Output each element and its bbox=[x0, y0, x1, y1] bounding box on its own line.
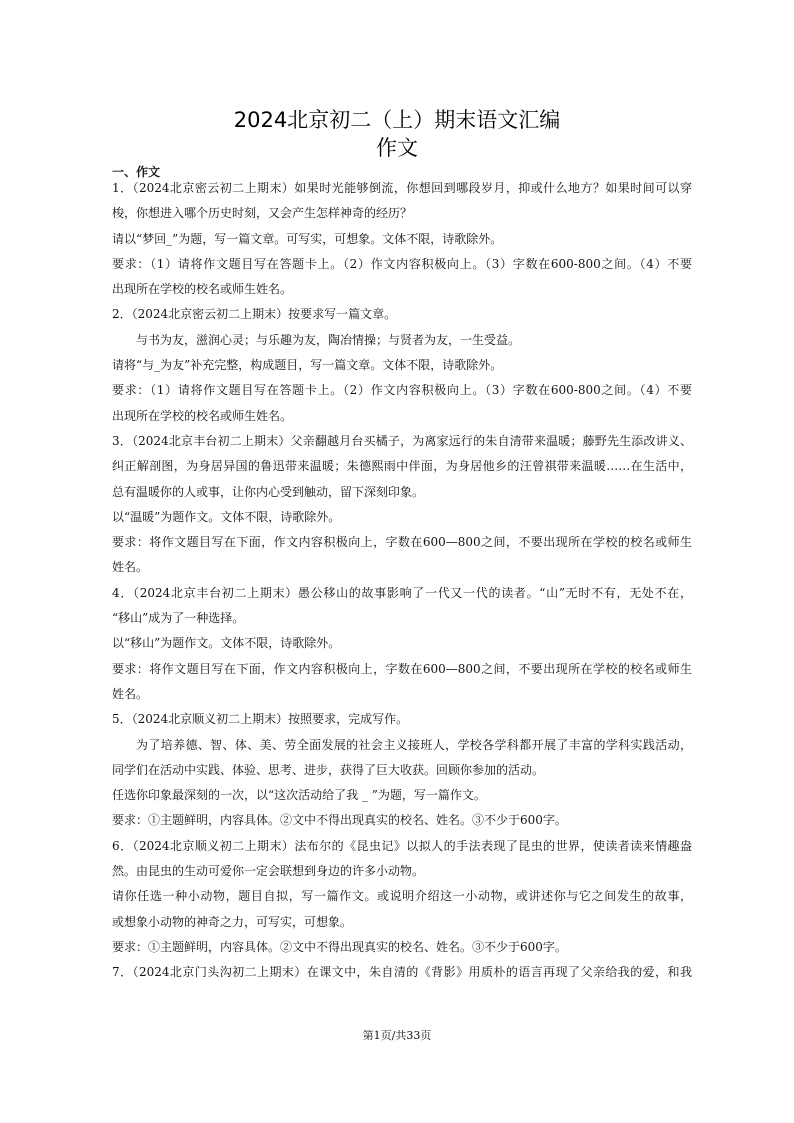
text-line: 2．（2024北京密云初二上期末）按要求写一篇文章。 bbox=[112, 307, 397, 322]
text-line: 请将“与_为友”补充完整，构成题目，写一篇文章。文体不限，诗歌除外。 bbox=[112, 358, 503, 373]
text-line: 出现所在学校的校名或师生姓名。 bbox=[112, 282, 293, 297]
text-line: 要求：（1）请将作文题目写在答题卡上。（2）作文内容积极向上。（3）字数在600-800之间。（4）不要 bbox=[112, 383, 692, 398]
text-line: 姓名。 bbox=[112, 560, 149, 575]
text-line: 同学们在活动中实践、体验、思考、进步，获得了巨大收获。回顾你参加的活动。 bbox=[112, 762, 545, 777]
text-line: 6．（2024北京顺义初二上期末）法布尔的《昆虫记》以拟人的手法表现了昆虫的世界，使读者读来情趣盎 bbox=[112, 838, 692, 853]
text-line: 姓名。 bbox=[112, 686, 149, 701]
document-title: 2024北京初二（上）期末语文汇编 bbox=[233, 108, 561, 132]
text-line: 纠正解剖图，为身居异国的鲁迅带来温暖；朱德熙雨中伴面，为身居他乡的汪曾祺带来温暖……在生活中， bbox=[112, 459, 692, 474]
text-line: 要求：（1）请将作文题目写在答题卡上。（2）作文内容积极向上。（3）字数在600-800之间。（4）不要 bbox=[112, 256, 692, 271]
page-footer: 第1页/共33页 bbox=[362, 1029, 432, 1042]
text-line: 请以“梦回_”为题，写一篇文章。可写实，可想象。文体不限，诗歌除外。 bbox=[112, 231, 503, 246]
text-line: 3．（2024北京丰台初二上期末）父亲翻越月台买橘子，为离家远行的朱自清带来温暖；藤野先生添改讲义、 bbox=[112, 433, 692, 448]
text-line: 4．（2024北京丰台初二上期末）愚公移山的故事影响了一代又一代的读者。“山”无时不有，无处不在， bbox=[112, 585, 692, 600]
section-heading: 一、作文 bbox=[112, 165, 161, 179]
text-line: 要求：将作文题目写在下面，作文内容积极向上，字数在600—800之间，不要出现所在学校的校名或师生 bbox=[112, 661, 692, 676]
text-line: 与书为友，滋润心灵；与乐趣为友，陶冶情操；与贤者为友，一生受益。 bbox=[136, 332, 521, 347]
text-line: 请你任选一种小动物，题目自拟，写一篇作文。或说明介绍这一小动物，或讲述你与它之间发生的故事， bbox=[112, 889, 692, 904]
text-line: 总有温暖你的人或事，让你内心受到触动，留下深刻印象。 bbox=[112, 484, 425, 499]
text-line: 1．（2024北京密云初二上期末）如果时光能够倒流，你想回到哪段岁月，抑或什么地方？如果时间可以穿 bbox=[112, 181, 692, 195]
text-line: 然。由昆虫的生动可爱你一定会联想到身边的许多小动物。 bbox=[112, 864, 425, 879]
text-line: “移山”成为了一种选择。 bbox=[112, 611, 245, 626]
text-line: 要求：①主题鲜明，内容具体。②文中不得出现真实的校名、姓名。③不少于600字。 bbox=[112, 813, 567, 828]
text-line: 5．（2024北京顺义初二上期末）按照要求，完成写作。 bbox=[112, 712, 409, 727]
text-line: 为了培养德、智、体、美、劳全面发展的社会主义接班人，学校各学科都开展了丰富的学科实践活动， bbox=[136, 737, 692, 752]
text-line: 7．（2024北京门头沟初二上期末）在课文中，朱自清的《背影》用质朴的语言再现了父亲给我的爱，和我 bbox=[112, 965, 692, 980]
text-line: 以“移山”为题作文。文体不限，诗歌除外。 bbox=[112, 636, 341, 651]
text-line: 要求：①主题鲜明，内容具体。②文中不得出现真实的校名、姓名。③不少于600字。 bbox=[112, 939, 567, 954]
text-line: 出现所在学校的校名或师生姓名。 bbox=[112, 408, 293, 423]
text-line: 梭，你想进入哪个历史时刻，又会产生怎样神奇的经历？ bbox=[112, 206, 413, 221]
document-body bbox=[112, 176, 692, 986]
text-line: 或想象小动物的神奇之力，可写实，可想象。 bbox=[112, 914, 353, 929]
text-line: 任选你印象最深刻的一次，以“这次活动给了我 _ ”为题，写一篇作文。 bbox=[112, 788, 486, 803]
text-line: 以“温暖”为题作文。文体不限，诗歌除外。 bbox=[112, 509, 341, 524]
text-line: 要求：将作文题目写在下面，作文内容积极向上，字数在600—800之间，不要出现所在学校的校名或师生 bbox=[112, 535, 692, 550]
document-subtitle: 作文 bbox=[376, 136, 418, 160]
